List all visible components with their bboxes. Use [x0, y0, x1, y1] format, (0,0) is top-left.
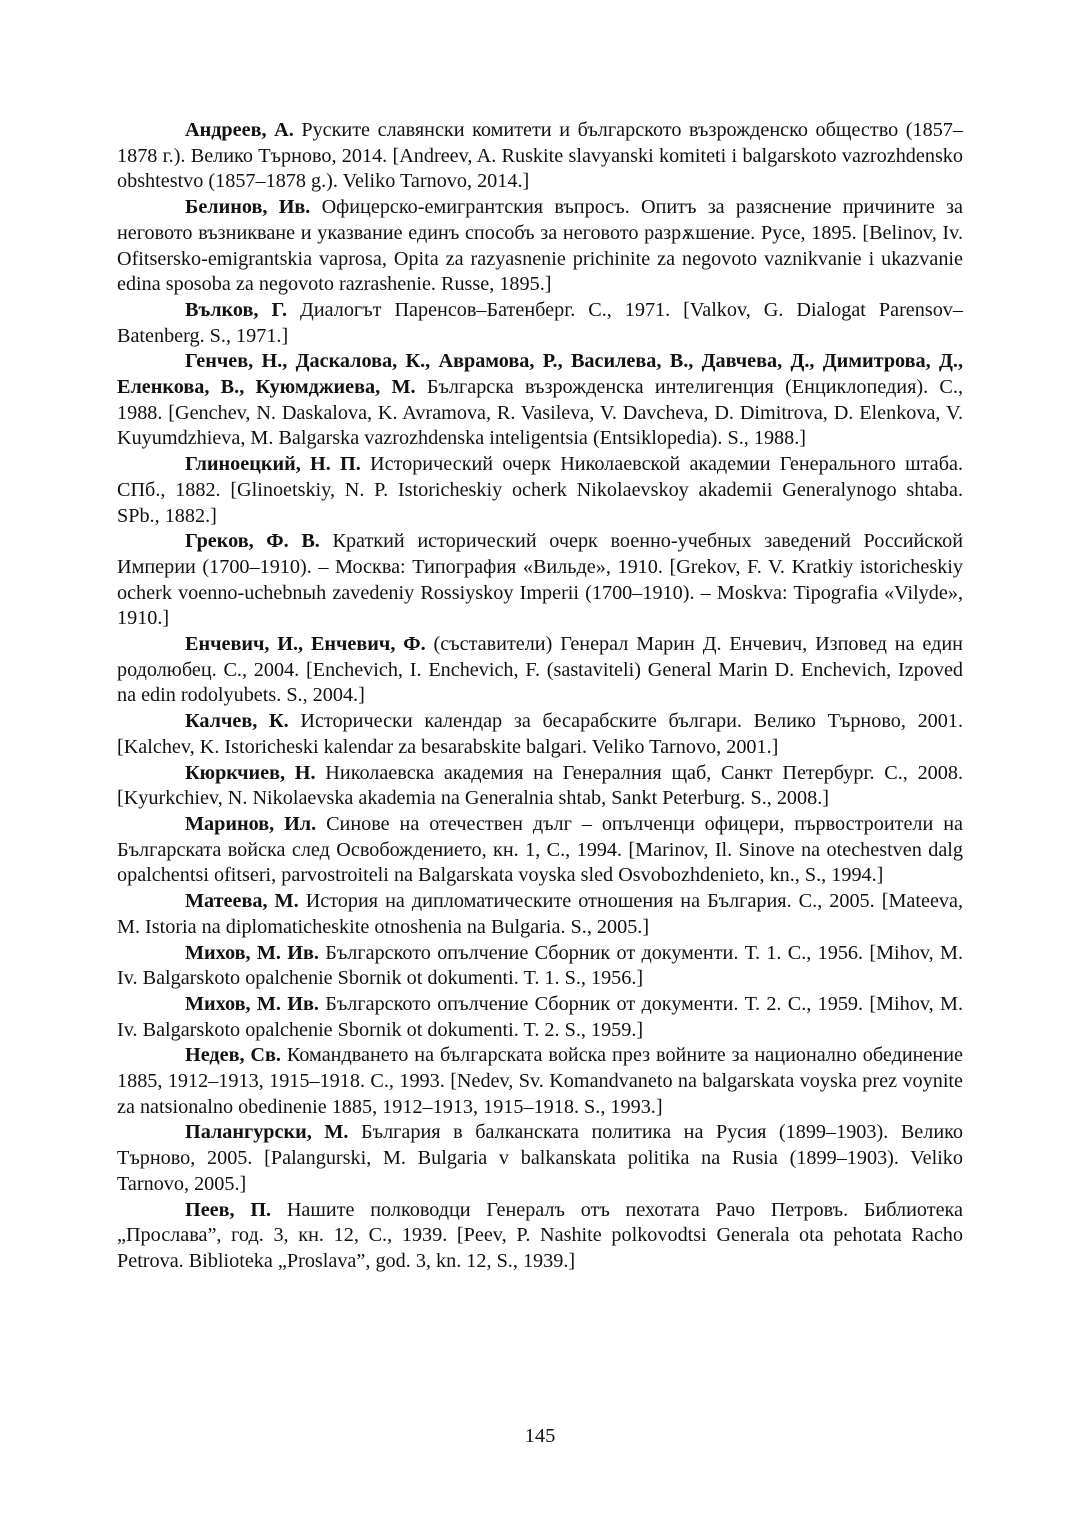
entry-text: Диалогът Паренсов–Батенберг. С., 1971. [Valkov, G. Dialogat Parensov–Batenberg. S., 1971.] [117, 298, 963, 347]
entry-text: История на дипломатическите отношения на България. С., 2005. [Mateeva, M. Istoria na diplomaticheskite otnoshenia na Bulgaria. S., 2005.] [117, 890, 963, 938]
entry-author: Пеев, П. [185, 1198, 272, 1221]
bibliography-entry [117, 298, 963, 349]
entry-text: Исторический очерк Николаевской академии Генерального штаба. СПб., 1882. [Glinoetskiy, N. P. Istoricheskiy ocherk Nikolaevskoy akademii Generalynogo shtaba. SPb., 1882.] [117, 453, 963, 527]
entry-text: Офицерско-емигрантския въпросъ. Опитъ за разяснение причините за неговото възникване и указвание единъ способъ за неговото разрѫшение. Русе, 1895. [Belinov, Iv. Ofitsersko-emigrantskia vaprosa, Opita za razyasnenie prichinite za negovoto vaznikvanie i ukazvanie edina sposoba za negovoto razrashenie. Russe, 1895.] [117, 196, 963, 296]
entry-text: Николаевска академия на Генералния щаб, Санкт Петербург. С., 2008. [Kyurkchiev, N. Nikolaevska akademia na Generalnia shtab, Sankt Peterburg. S., 2008.] [117, 761, 963, 810]
entry-text: Българска възрожденска интелигенция (Енциклопедия). С., 1988. [Genchev, N. Daskalova, K. Avramova, R. Vasileva, V. Davcheva, D. Dimitrova, D. Elenkova, V. Kuyumdzhieva, M. Balgarska vazrozhdenska inteligentsia (Entsiklopedia). S., 1988.] [117, 376, 963, 450]
entry-author: Андреев, А. [185, 119, 294, 141]
entry-author: Греков, Ф. В. [185, 530, 320, 553]
entry-author: Матеева, М. [185, 890, 299, 913]
entry-author: Енчевич, И., Енчевич, Ф. [185, 633, 426, 656]
bibliography-entry [117, 709, 963, 760]
entry-author: Белинов, Ив. [185, 196, 311, 219]
bibliography-entry [117, 632, 963, 709]
entry-text: България в балканската политика на Русия (1899–1903). Велико Търново, 2005. [Palangurski, M. Bulgaria v balkanskata politika na Rusia (1899–1903). Veliko Tarnovo, 2005.] [117, 1121, 964, 1195]
entry-text: Исторически календар за бесарабските българи. Велико Търново, 2001. [Kalchev, K. Istoricheski kalendar za besarabskite balgari. Veliko Tarnovo, 2001.] [117, 710, 963, 758]
entry-author: Кюркчиев, Н. [185, 761, 316, 784]
bibliography-entry [117, 889, 963, 940]
bibliography-entry [117, 1198, 963, 1275]
entry-text: Руските славянски комитети и българското възрожденско общество (1857–1878 г.). Велико Търново, 2014. [Andreev, A. Ruskite slavyanski komiteti i balgarskoto vazrozhdensko obshtestvo (1857–1878 g.). Veliko Tarnovo, 2014.] [117, 119, 963, 193]
bibliography-entry [117, 992, 963, 1043]
entry-author: Палангурски, М. [185, 1121, 349, 1144]
entry-text: Командването на българската войска през войните за национално обединение 1885, 1912–1913, 1915–1918. С., 1993. [Nedev, Sv. Komandvaneto na balgarskata voyska prez voynite za natsionalno obedinenie 1885, 1912–1913, 1915–1918. S., 1993.] [117, 1044, 963, 1118]
entry-text: (съставители) Генерал Марин Д. Енчевич, Изповед на един родолюбец. С., 2004. [Enchevich, I. Enchevich, F. (sastaviteli) General Marin D. Enchevich, Izpoved na edin rodolyubets. S., 2004.] [117, 633, 963, 707]
entry-author: Генчев, Н., Даскалова, К., Аврамова, Р., Василева, В., Давчева, Д., Димитрова, Д., Еленкова, В., Куюмджиева, М. [117, 350, 963, 399]
bibliography-entry [117, 452, 963, 529]
page-number: 145 [524, 1425, 556, 1447]
bibliography-entry [117, 195, 963, 298]
page-body [117, 118, 963, 1275]
entry-text: Българското опълчение Сборник от документи. Т. 1. С., 1956. [Mihov, M. Iv. Balgarskoto opalchenie Sbornik ot dokumenti. T. 1. S., 1956.] [117, 941, 963, 990]
entry-author: Глиноецкий, Н. П. [185, 453, 361, 476]
bibliography-entry [117, 1043, 963, 1120]
bibliography-entry [117, 761, 963, 812]
entry-author: Недев, Св. [185, 1044, 281, 1067]
bibliography-list [117, 118, 963, 1275]
bibliography-entry [117, 118, 963, 195]
entry-text: Българското опълчение Сборник от документи. Т. 2. С., 1959. [Mihov, M. Iv. Balgarskoto opalchenie Sbornik ot dokumenti. T. 2. S., 1959.] [117, 992, 963, 1041]
entry-author: Михов, М. Ив. [185, 941, 319, 964]
entry-author: Маринов, Ил. [185, 812, 317, 835]
bibliography-entry [117, 1120, 963, 1197]
bibliography-entry [117, 812, 963, 889]
entry-author: Калчев, К. [185, 710, 289, 733]
entry-text: Краткий исторический очерк военно-учебных заведений Российской Империи (1700–1910). – Москва: Типография «Вильде», 1910. [Grekov, F. V. Kratkiy istoricheskiy ocherk voenno-uchebnыh zavedeniy Rossiyskoy Imperii (1700–1910). – Moskva: Tipografia «Vilyde», 1910.] [117, 530, 964, 630]
bibliography-entry [117, 349, 963, 452]
entry-text: Синове на отечествен дълг – опълченци офицери, първостроители на Българската войска след Освобождението, кн. 1, С., 1994. [Marinov, Il. Sinove na otechestven dalg opalchentsi ofitseri, parvostroiteli na Balgarskata voyska sled Osvobozhdenieto, kn., S., 1994.] [117, 812, 963, 887]
bibliography-entry [117, 529, 963, 632]
entry-author: Михов, М. Ив. [185, 992, 319, 1015]
entry-text: Нашите полководци Генералъ отъ пехотата Рачо Петровъ. Библиотека „Прослава”, год. 3, кн. 12, С., 1939. [Peev, P. Nashite polkovodtsi Generala ota pehotata Racho Petrova. Biblioteka „Proslava”, god. 3, kn. 12, S., 1939.] [117, 1198, 963, 1272]
bibliography-entry [117, 941, 963, 992]
entry-author: Вълков, Г. [185, 298, 288, 321]
